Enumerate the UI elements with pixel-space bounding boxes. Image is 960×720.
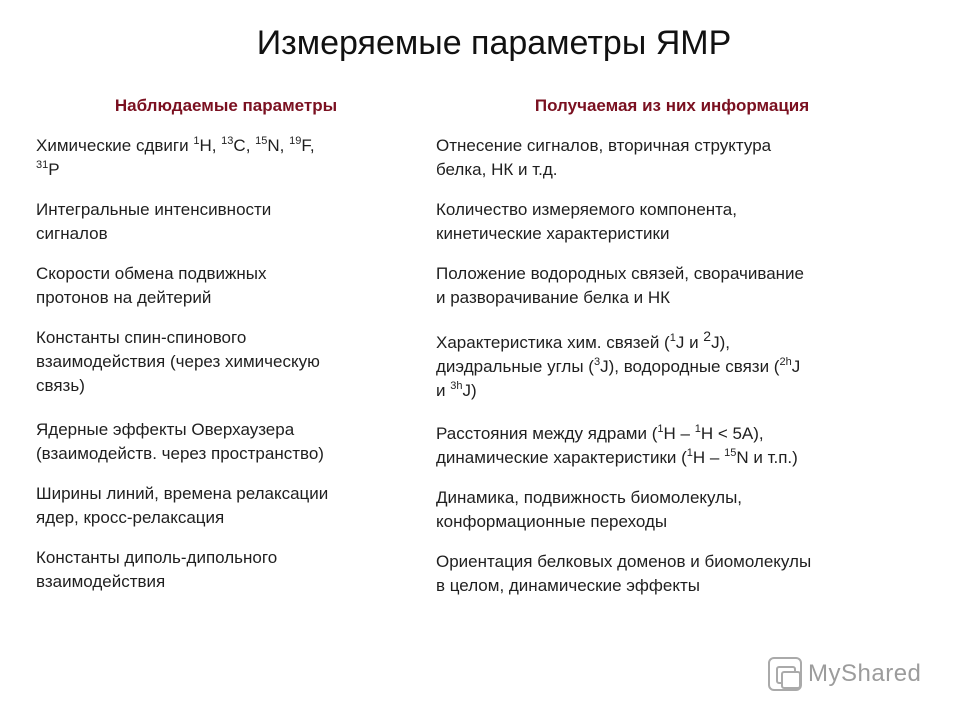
row-6-information: Динамика, подвижность биомолекулы, конформационные переходы xyxy=(436,488,743,531)
row-3-observed: Скорости обмена подвижных протонов на дейтерий xyxy=(36,264,267,307)
row-5-information: Расстояния между ядрами ($^1$H – $^1$H < 5A), динамические характеристики ($^1$H – $^{15}$N и т.п.) xyxy=(436,423,798,467)
row-1-observed: Химические сдвиги $^1$H, $^{13}$C, $^{15}$N, $^{19}$F, $^{31}$P xyxy=(36,135,315,179)
row-6-observed: Ширины линий, времена релаксации ядер, кросс-релаксация xyxy=(36,484,329,527)
row-5-observed: Ядерные эффекты Оверхаузера (взаимодейств. через пространство) xyxy=(36,420,324,463)
watermark xyxy=(768,656,921,692)
column-header-observed: Наблюдаемые параметры xyxy=(114,96,338,115)
row-4-observed: Константы спин-спинового взаимодействия (через химическую связь) xyxy=(36,328,320,395)
myshared-logo-icon xyxy=(768,657,802,691)
watermark-text: MyShared xyxy=(808,660,922,687)
row-1-information: Отнесение сигналов, вторичная структура белка, НК и т.д. xyxy=(436,136,772,179)
row-7-information: Ориентация белковых доменов и биомолекулы в целом, динамические эффекты xyxy=(436,552,812,595)
row-3-information: Положение водородных связей, сворачивание и разворачивание белка и НК xyxy=(436,264,805,307)
row-2-observed: Интегральные интенсивности сигналов xyxy=(36,200,272,243)
row-7-observed: Константы диполь-дипольного взаимодействия xyxy=(36,548,278,591)
row-4-information: Характеристика хим. связей ($^1$J и $^2$J), диэдральные углы ($^3$J), водородные связи ($^{2h}$J и $^{3h}$J) xyxy=(436,328,801,400)
column-header-information: Получаемая из них информация xyxy=(534,96,810,115)
page-title: Измеряемые параметры ЯМР xyxy=(256,24,732,62)
row-2-information: Количество измеряемого компонента, кинетические характеристики xyxy=(436,200,737,243)
